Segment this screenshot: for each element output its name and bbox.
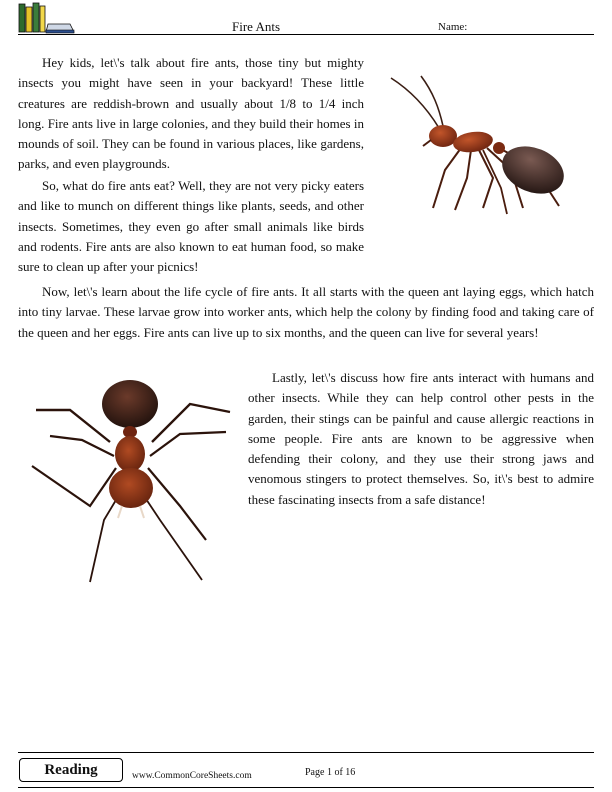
paragraph-life-cycle: Now, let\'s learn about the life cycle of fire ants. It all starts with the queen ant laying eggs, which hatch into tiny larvae. These larvae grow into worker ants, which help the colony by finding food and taking care of the queen and her eggs. Fire ants can live up to six months, and the queen can live for several years! [18, 284, 594, 340]
paragraph-interaction: Lastly, let\'s discuss how fire ants interact with humans and other insects. While they can help control other pests in the garden, their stings can be painful and cause allergic reactions in some people. Fire ants are known to be aggressive when defending their colony, and they use their strong jaws and venomous stingers to protect themselves. So, it\'s best to admire these fascinating insects from a safe distance! [248, 370, 594, 507]
website-link[interactable]: www.CommonCoreSheets.com [132, 771, 252, 781]
worksheet-header [18, 0, 594, 40]
worksheet-title: Fire Ants [232, 19, 281, 34]
subject-badge: Reading [19, 758, 123, 782]
header-divider [18, 34, 594, 35]
page-number: Page 1 of 16 [305, 767, 356, 778]
ant-top-view-icon [30, 370, 235, 585]
paragraph-intro: Hey kids, let\'s talk about fire ants, those tiny but mighty insects you might have seen in your backyard! These little creatures are reddish-brown and usually about 1/8 to 1/4 inch long. Fire ants live in large colonies, and they build their homes in mounds of soil. They can be found in various places, like gardens, parks, and even playgrounds. [18, 55, 364, 172]
footer-divider-bottom [18, 787, 594, 788]
paragraph-diet: So, what do fire ants eat? Well, they are not very picky eaters and like to munch on different things like plants, seeds, and other insects. Sometimes, they even go after small animals like birds and rodents. Fire ants are also known to eat human food, so make sure to clean up after your picnics! [18, 178, 364, 275]
footer-divider-top [18, 752, 594, 753]
name-label: Name: [438, 21, 468, 33]
books-logo-icon [18, 2, 76, 34]
ant-side-view-icon [383, 70, 578, 220]
